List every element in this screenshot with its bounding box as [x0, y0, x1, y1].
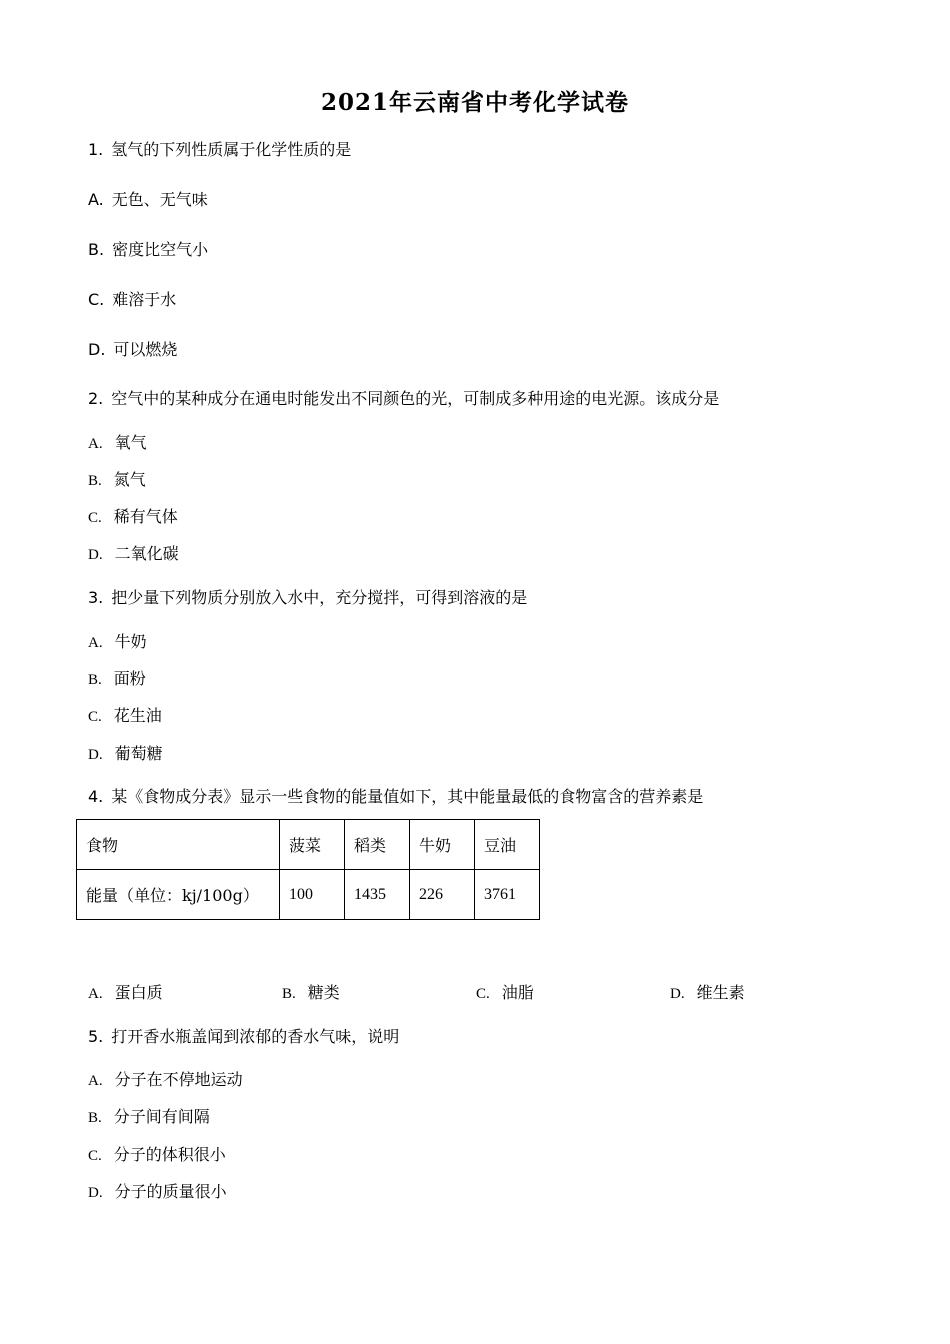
question-number: 5.: [88, 1027, 104, 1046]
question-text: 氢气的下列性质属于化学性质的是: [111, 140, 352, 159]
table-cell: 豆油: [475, 820, 540, 870]
option-label: B.: [88, 240, 105, 259]
option-text: 蛋白质: [114, 983, 163, 1002]
option-4d: [670, 980, 745, 1003]
option-1c: [88, 287, 176, 310]
question-number: 4.: [88, 787, 104, 806]
option-text: 难溶于水: [112, 290, 177, 309]
option-text: 可以燃烧: [113, 340, 178, 359]
table-cell: 3761: [475, 870, 540, 920]
table-cell: 牛奶: [410, 820, 475, 870]
option-text: 面粉: [113, 669, 146, 688]
option-3c: [88, 703, 162, 726]
option-text: 分子间有间隔: [113, 1107, 210, 1126]
option-label: A.: [88, 190, 104, 209]
option-text: 氮气: [113, 470, 146, 489]
table-cell: 226: [410, 870, 475, 920]
option-5d: [88, 1179, 227, 1202]
question-number: 3.: [88, 588, 104, 607]
page-title: 2021年云南省中考化学试卷: [320, 89, 629, 116]
option-text: 葡萄糖: [114, 744, 163, 763]
option-text: 分子的质量很小: [114, 1182, 227, 1201]
option-3d: [88, 741, 163, 764]
option-label: D.: [88, 1185, 103, 1201]
question-3: [88, 585, 527, 608]
option-4c: [476, 980, 534, 1003]
question-number: 2.: [88, 389, 104, 408]
option-2c: [88, 504, 178, 527]
option-2a: [88, 430, 147, 453]
option-text: 氧气: [114, 433, 147, 452]
table-header-row: [77, 820, 540, 870]
question-4: [88, 784, 703, 807]
option-text: 分子的体积很小: [113, 1145, 226, 1164]
option-text: 牛奶: [114, 632, 147, 651]
table-row: [77, 870, 540, 920]
question-text: 打开香水瓶盖闻到浓郁的香水气味，说明: [111, 1027, 400, 1046]
option-label: C.: [88, 709, 102, 725]
option-label: D.: [670, 986, 685, 1002]
option-label: B.: [88, 1110, 102, 1126]
question-number: 1.: [88, 140, 104, 159]
option-label: D.: [88, 747, 103, 763]
option-label: B.: [282, 986, 296, 1002]
option-4b: [282, 980, 340, 1003]
option-text: 无色、无气味: [111, 190, 208, 209]
option-1d: [88, 337, 177, 360]
option-label: B.: [88, 672, 102, 688]
option-text: 花生油: [113, 706, 162, 725]
question-text: 把少量下列物质分别放入水中，充分搅拌，可得到溶液的是: [111, 588, 528, 607]
option-label: A.: [88, 986, 103, 1002]
food-energy-table: [76, 819, 540, 920]
option-label: C.: [88, 510, 102, 526]
table-cell: 菠菜: [280, 820, 345, 870]
table-cell: 能量（单位：kj/100g）: [77, 870, 280, 920]
option-label: C.: [88, 1148, 102, 1164]
option-label: A.: [88, 1073, 103, 1089]
option-text: 糖类: [307, 983, 340, 1002]
option-label: B.: [88, 473, 102, 489]
option-3a: [88, 629, 147, 652]
table-cell: 稻类: [345, 820, 410, 870]
option-text: 二氧化碳: [114, 544, 179, 563]
table-cell: 100: [280, 870, 345, 920]
option-text: 密度比空气小: [112, 240, 209, 259]
option-text: 油脂: [501, 983, 534, 1002]
option-label: D.: [88, 340, 106, 359]
option-4a: [88, 980, 163, 1003]
question-text: 某《食物成分表》显示一些食物的能量值如下，其中能量最低的食物富含的营养素是: [111, 787, 704, 806]
option-text: 稀有气体: [113, 507, 178, 526]
option-3b: [88, 666, 146, 689]
table-cell: 食物: [77, 820, 280, 870]
question-2: [88, 386, 719, 409]
option-2b: [88, 467, 146, 490]
table-cell: 1435: [345, 870, 410, 920]
option-5a: [88, 1067, 243, 1090]
option-5c: [88, 1142, 226, 1165]
option-label: A.: [88, 436, 103, 452]
question-text: 空气中的某种成分在通电时能发出不同颜色的光，可制成多种用途的电光源。该成分是: [111, 389, 720, 408]
option-2d: [88, 541, 179, 564]
option-1a: [88, 187, 208, 210]
option-text: 分子在不停地运动: [114, 1070, 243, 1089]
option-5b: [88, 1104, 210, 1127]
option-text: 维生素: [696, 983, 745, 1002]
question-5: [88, 1024, 399, 1047]
option-label: C.: [476, 986, 490, 1002]
option-label: D.: [88, 547, 103, 563]
option-1b: [88, 237, 208, 260]
question-1: [88, 137, 351, 160]
option-label: A.: [88, 635, 103, 651]
option-label: C.: [88, 290, 105, 309]
